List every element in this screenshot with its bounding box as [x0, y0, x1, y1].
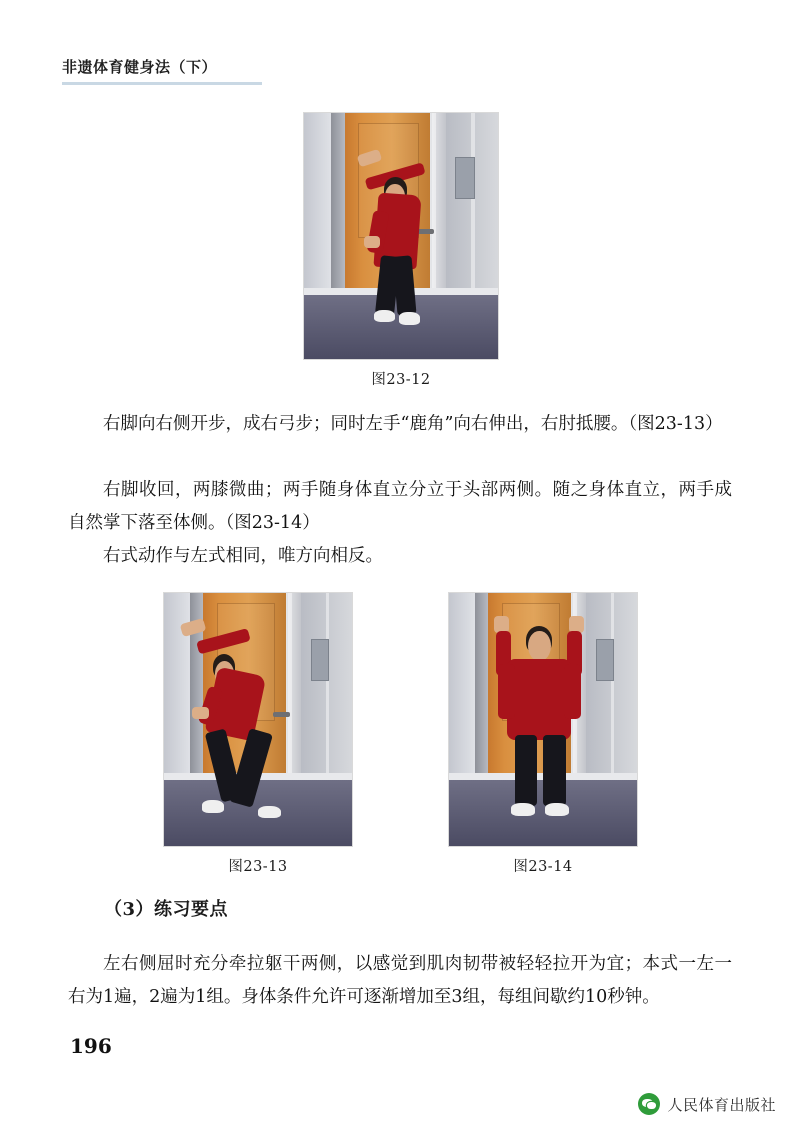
- figure-23-12-image: [303, 112, 499, 360]
- figure-23-12: [303, 112, 499, 389]
- figure-23-14-caption: 图23-14: [513, 859, 573, 875]
- paragraph-4-text: 左右侧屈时充分牵拉躯干两侧，以感觉到肌肉韧带被轻轻拉开为宜；本式一左一右为1遍，2遍为1组。身体条件允许可逐渐增加至3组，每组间歇约10秒钟。: [68, 954, 732, 1007]
- running-head-text: 非遗体育健身法（下）: [62, 58, 218, 76]
- running-head-rule: [62, 82, 262, 85]
- photo-scene: [164, 593, 352, 846]
- paragraph-1: [68, 408, 732, 441]
- figure-23-12-caption: 图23-12: [371, 372, 431, 388]
- figure-23-13-caption: 图23-13: [228, 859, 288, 875]
- photo-scene: [304, 113, 498, 359]
- paragraph-1-text: 右脚向右侧开步，成右弓步；同时左手“鹿角”向右伸出，右肘抵腰。（图23-13）: [103, 414, 723, 434]
- figure-23-13: [163, 592, 353, 876]
- paragraph-2: [68, 474, 732, 540]
- page-number: 196: [70, 1034, 112, 1058]
- running-head: [62, 56, 312, 85]
- footer-publisher-text: 人民体育出版社: [667, 1095, 776, 1114]
- figure-23-13-image: [163, 592, 353, 847]
- photo-scene: [449, 593, 637, 846]
- section-subheading: （3）练习要点: [104, 899, 229, 920]
- figure-23-14: [448, 592, 638, 876]
- wechat-icon: [638, 1093, 660, 1115]
- paragraph-4: [68, 948, 732, 1014]
- paragraph-3: [68, 540, 732, 573]
- paragraph-3-text: 右式动作与左式相同，唯方向相反。: [103, 546, 383, 566]
- figure-23-14-image: [448, 592, 638, 847]
- paragraph-2-text: 右脚收回，两膝微曲；两手随身体直立分立于头部两侧。随之身体直立，两手成自然掌下落至体侧。（图23-14）: [68, 480, 732, 533]
- footer-publisher-badge: [638, 1093, 776, 1115]
